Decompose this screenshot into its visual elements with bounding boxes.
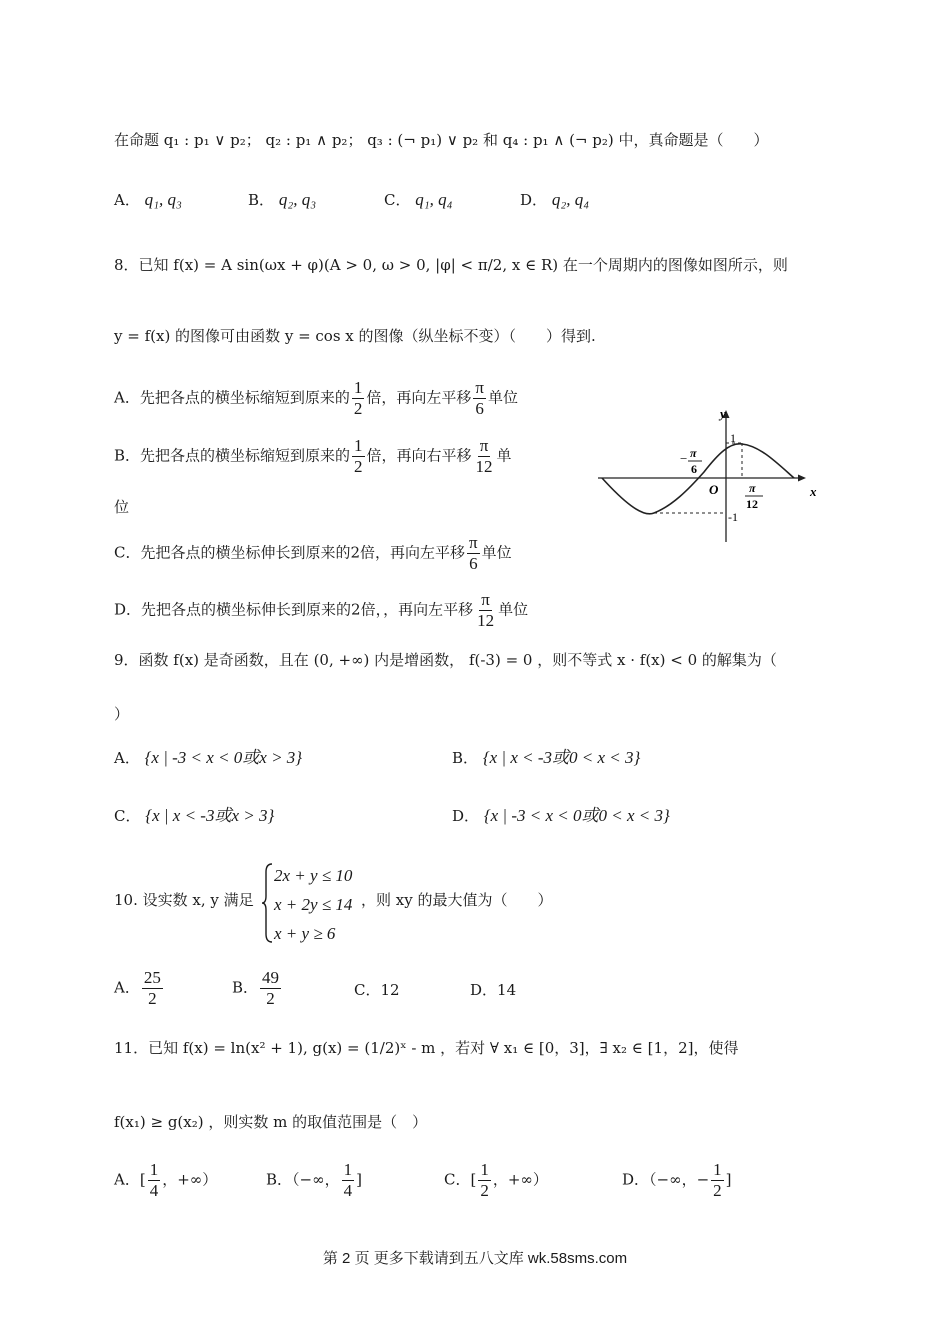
q7-option-c: C． q₁, q₄ <box>384 190 453 209</box>
q10-constraint-3: x + y ≥ 6 <box>274 924 336 943</box>
q9-option-a: A． {x | -3 < x < 0或x > 3} <box>114 748 303 767</box>
y-axis-label: y <box>720 406 726 421</box>
q8-option-a: A．先把各点的横坐标缩短到原来的 $\frac{1}{2}$ 倍，再向左平移 $\frac{\pi}{6}$ 单位 <box>114 378 518 418</box>
fraction-one-half: $\frac{1}{2}$ <box>480 1160 489 1200</box>
fraction-one-half: $\frac{1}{2}$ <box>353 378 363 418</box>
q8-option-d: D．先把各点的横坐标伸长到原来的2倍，，再向左平移 $\frac{\pi}{12}$ 单位 <box>114 590 529 630</box>
q9-stem-wrap: ） <box>114 705 130 723</box>
q10-constraint-2: x + 2y ≤ 14 <box>274 895 353 914</box>
q10-option-b: B． $\frac{49}{2}$ <box>232 968 280 1008</box>
q8-stem-line2: y = f(x) 的图像可由函数 y = cos x 的图像（纵坐标不变）（ ）得到. <box>114 327 596 345</box>
q10-stem-post: ，则 xy 的最大值为（ ） <box>361 891 553 909</box>
tick-label-left-den: 6 <box>691 462 697 476</box>
fraction-one-half: $\frac{1}{2}$ <box>354 436 363 476</box>
x-axis-label: x <box>810 484 817 499</box>
q8-option-b: B．先把各点的横坐标缩短到原来的 $\frac{1}{2}$ 倍，再向右平移 $\frac{\pi}{12}$ 单 <box>114 436 512 476</box>
q10-option-c: C．12 <box>354 981 400 999</box>
q8-sine-graph <box>592 400 842 545</box>
fraction-25-over-2: $\frac{25}{2}$ <box>143 968 161 1008</box>
x-axis-arrow-icon <box>798 475 806 482</box>
q10-stem-pre: 10. 设实数 x, y 满足 <box>114 891 254 909</box>
fraction-pi-over-12: $\frac{\pi}{12}$ <box>477 590 495 630</box>
fraction-one-quarter: $\frac{1}{4}$ <box>149 1160 159 1200</box>
q10-constraint-1: 2x + y ≤ 10 <box>274 866 353 885</box>
q11-stem-line1: 11．已知 f(x) = ln(x² + 1), g(x) = (1/2)ˣ - m ，若对 ∀ x₁ ∈ [0，3]，∃ x₂ ∈ [1，2]，使得 <box>114 1039 739 1057</box>
tick-label-right-num: π <box>749 481 756 495</box>
fraction-pi-over-6: $\frac{\pi}{6}$ <box>475 378 484 418</box>
tick-label-right-den: 12 <box>746 497 758 511</box>
q11-option-b: B．（−∞， $\frac{1}{4}$ ] <box>266 1160 362 1200</box>
page-footer: 第 2 页 更多下载请到五八文库 wk.58sms.com <box>322 1250 628 1267</box>
tick-label-minus-one: -1 <box>728 510 738 524</box>
q10-option-d: D．14 <box>470 981 517 999</box>
sine-curve <box>602 444 794 514</box>
system-brace-icon <box>262 862 274 944</box>
q8-stem-line1: 8．已知 f(x) = A sin(ωx + φ)(A > 0, ω > 0, |φ| < π/2, x ∈ R) 在一个周期内的图像如图所示，则 <box>114 256 788 274</box>
q7-stem: 在命题 q₁ : p₁ ∨ p₂； q₂ : p₁ ∧ p₂； q₃ : (¬ p₁) ∨ p₂ 和 q₄ : p₁ ∧ (¬ p₂) 中，真命题是（ ） <box>114 131 769 149</box>
q9-option-d: D． {x | -3 < x < 0或0 < x < 3} <box>452 806 670 825</box>
q11-stem-line2: f(x₁) ≥ g(x₂) ，则实数 m 的取值范围是（ ） <box>114 1113 428 1131</box>
q10-option-a: A． $\frac{25}{2}$ <box>114 968 161 1008</box>
tick-label-left-sign: − <box>680 451 688 466</box>
q7-option-d: D． q₂, q₄ <box>520 190 590 209</box>
fraction-pi-over-12: $\frac{\pi}{12}$ <box>475 436 493 476</box>
q11-option-d: D．（−∞，− $\frac{1}{2}$ ] <box>622 1160 732 1200</box>
fraction-one-half: $\frac{1}{2}$ <box>713 1160 722 1200</box>
q11-option-c: C．[ $\frac{1}{2}$ ，+∞） <box>444 1160 548 1200</box>
origin-label: O <box>709 482 719 497</box>
fraction-pi-over-6: $\frac{\pi}{6}$ <box>469 533 478 573</box>
q11-option-a: A．[ $\frac{1}{4}$ ，+∞） <box>114 1160 218 1200</box>
fraction-one-quarter: $\frac{1}{4}$ <box>343 1160 353 1200</box>
fraction-49-over-2: $\frac{49}{2}$ <box>262 968 280 1008</box>
q9-option-b: B． {x | x < -3或0 < x < 3} <box>452 748 641 767</box>
q9-option-c: C． {x | x < -3或x > 3} <box>114 806 275 825</box>
q8-option-c: C．先把各点的横坐标伸长到原来的2倍，再向左平移 $\frac{\pi}{6}$ 单位 <box>114 533 512 573</box>
tick-label-one: 1 <box>730 431 736 445</box>
q7-option-a: A． q₁, q₃ <box>114 190 182 209</box>
q7-option-b: B． q₂, q₃ <box>248 190 317 209</box>
tick-label-left-num: π <box>690 446 697 460</box>
q8-option-b-wrap: 位 <box>114 498 130 516</box>
q9-stem: 9．函数 f(x) 是奇函数，且在 (0, +∞) 内是增函数， f(-3) = 0 ，则不等式 x · f(x) < 0 的解集为（ <box>114 651 777 669</box>
